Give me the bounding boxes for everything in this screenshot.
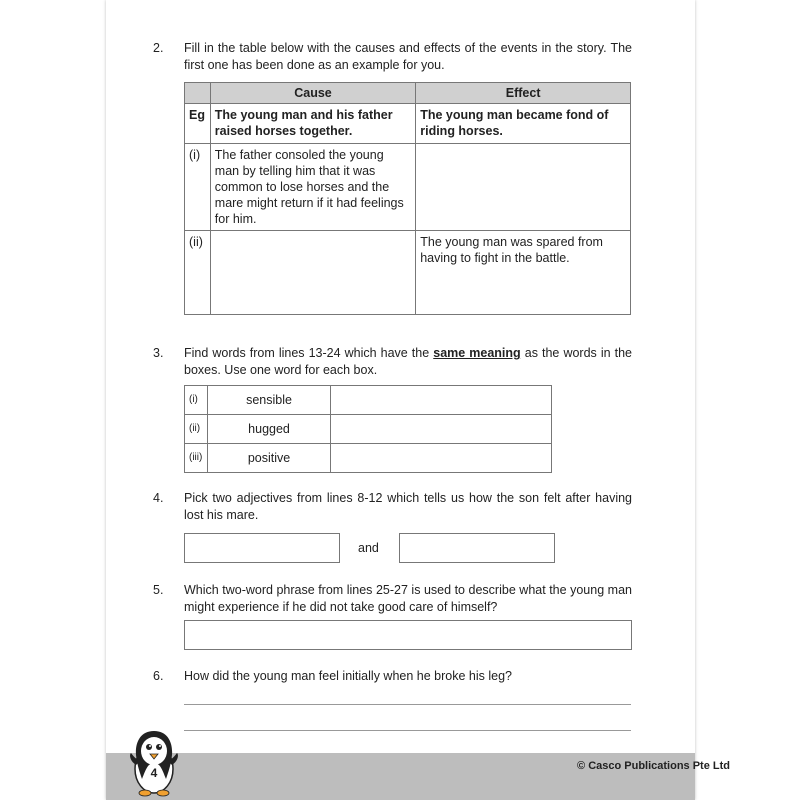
adjective-answer-box-2[interactable]	[399, 533, 555, 563]
effect-answer-cell[interactable]	[416, 144, 631, 231]
q5-number: 5.	[153, 583, 164, 597]
q3-text: Find words from lines 13-24 which have the same meaning as the words in the boxes. Use one word for each box.	[184, 346, 633, 377]
row-label: (i)	[185, 144, 211, 231]
adjective-answer-box-1[interactable]	[184, 533, 340, 563]
copyright-text: © Casco Publications Pte Ltd	[577, 760, 730, 772]
cause-cell: The father consoled the young man by telling him that it was common to lose horses and the mare might return if it had feelings for him.	[210, 144, 415, 231]
cause-header: Cause	[210, 83, 415, 104]
row-label: (iii)	[185, 444, 208, 473]
row-label: (ii)	[185, 415, 208, 444]
answer-line-2[interactable]	[184, 730, 631, 731]
q4-number: 4.	[153, 491, 164, 505]
same-meaning-emphasis: same meaning	[433, 346, 521, 360]
phrase-answer-box[interactable]	[184, 620, 632, 650]
answer-cell[interactable]	[331, 444, 552, 473]
effect-cell: The young man was spared from having to fight in the battle.	[416, 231, 631, 315]
row-label: (i)	[185, 386, 208, 415]
q2-text: Fill in the table below with the causes and effects of the events in the story. The first one has been done as an example for you.	[184, 41, 632, 72]
answer-line-1[interactable]	[184, 704, 631, 705]
cause-cell: The young man and his father raised horses together.	[210, 104, 415, 144]
q6-text: How did the young man feel initially when he broke his leg?	[184, 669, 512, 683]
answer-cell[interactable]	[331, 415, 552, 444]
q6-number: 6.	[153, 669, 164, 683]
row-label: (ii)	[185, 231, 211, 315]
and-label: and	[358, 541, 379, 555]
effect-header: Effect	[416, 83, 631, 104]
cause-effect-table	[184, 82, 631, 315]
q3-number: 3.	[153, 346, 164, 360]
effect-cell: The young man became fond of riding horses.	[416, 104, 631, 144]
word-table	[184, 385, 552, 473]
word-cell: sensible	[207, 386, 330, 415]
q5-text: Which two-word phrase from lines 25-27 is used to describe what the young man might experience if he did not take good care of himself?	[184, 583, 632, 614]
penguin-mascot-icon	[128, 725, 180, 797]
word-cell: positive	[207, 444, 330, 473]
page-number: 4	[150, 766, 158, 780]
cause-answer-cell[interactable]	[210, 231, 415, 315]
q2-number: 2.	[153, 41, 164, 55]
answer-cell[interactable]	[331, 386, 552, 415]
word-cell: hugged	[207, 415, 330, 444]
blank-header	[185, 83, 211, 104]
q4-text: Pick two adjectives from lines 8-12 which tells us how the son felt after having lost his mare.	[184, 491, 632, 522]
row-label: Eg	[185, 104, 211, 144]
